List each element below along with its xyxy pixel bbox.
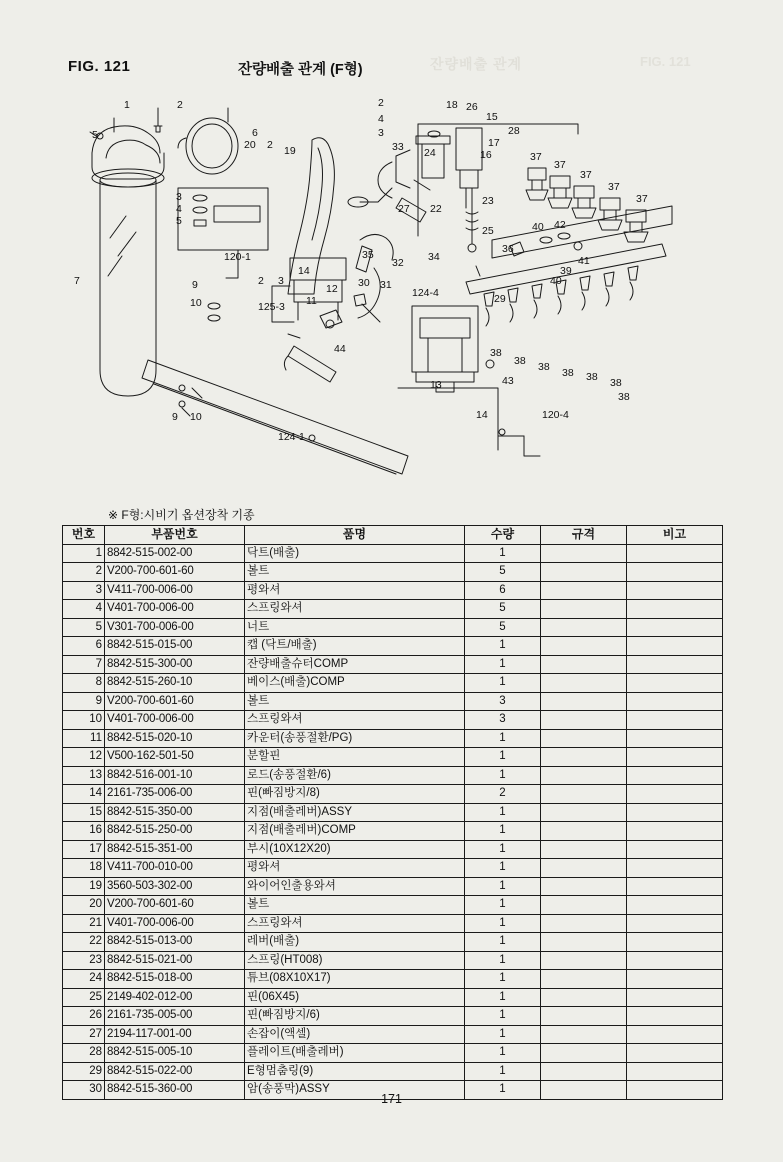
cell-no: 1 (63, 544, 105, 563)
cell-name: 분할핀 (245, 748, 465, 767)
svg-text:42: 42 (554, 219, 566, 231)
svg-text:3: 3 (176, 191, 182, 203)
cell-rem (627, 859, 723, 878)
cell-no: 23 (63, 951, 105, 970)
cell-spec (541, 914, 627, 933)
svg-text:38: 38 (562, 367, 574, 379)
table-row (63, 785, 723, 804)
cell-rem (627, 1025, 723, 1044)
cell-part: 2161-735-006-00 (105, 785, 245, 804)
cell-spec (541, 785, 627, 804)
cell-no: 21 (63, 914, 105, 933)
cell-name: 너트 (245, 618, 465, 637)
cell-part: 8842-515-260-10 (105, 674, 245, 693)
svg-text:13: 13 (430, 379, 442, 391)
cell-name: 평와셔 (245, 581, 465, 600)
table-row (63, 766, 723, 785)
cell-name: E형멈춤링(9) (245, 1062, 465, 1081)
cell-qty: 2 (465, 785, 541, 804)
cell-rem (627, 544, 723, 563)
page-title: 잔량배출 관계 (F형) (238, 62, 363, 78)
cell-part: 8842-515-015-00 (105, 637, 245, 656)
cell-spec (541, 618, 627, 637)
cell-part: 8842-515-005-10 (105, 1044, 245, 1063)
cell-name: 튜브(08X10X17) (245, 970, 465, 989)
svg-text:125-3: 125-3 (258, 301, 285, 313)
table-row (63, 803, 723, 822)
cell-name: 카운터(송풍절환/PG) (245, 729, 465, 748)
cell-name: 닥트(배출) (245, 544, 465, 563)
cell-no: 2 (63, 563, 105, 582)
cell-no: 18 (63, 859, 105, 878)
table-row (63, 581, 723, 600)
cell-no: 30 (63, 1081, 105, 1100)
cell-spec (541, 988, 627, 1007)
svg-text:124-1: 124-1 (278, 431, 305, 443)
cell-qty: 5 (465, 563, 541, 582)
cell-no: 14 (63, 785, 105, 804)
col-header-name: 품명 (245, 526, 465, 545)
cell-rem (627, 581, 723, 600)
cell-qty: 1 (465, 933, 541, 952)
cell-name: 평와셔 (245, 859, 465, 878)
cell-part: 8842-515-013-00 (105, 933, 245, 952)
svg-text:37: 37 (636, 193, 648, 205)
table-row (63, 748, 723, 767)
cell-qty: 1 (465, 914, 541, 933)
cell-qty: 1 (465, 637, 541, 656)
table-row (63, 822, 723, 841)
svg-text:120-4: 120-4 (542, 409, 569, 421)
cell-qty: 1 (465, 803, 541, 822)
cell-part: V401-700-006-00 (105, 914, 245, 933)
cell-name: 레버(배출) (245, 933, 465, 952)
col-header-spec: 규격 (541, 526, 627, 545)
page-number: 171 (381, 1092, 402, 1106)
cell-name: 지점(배출레버)COMP (245, 822, 465, 841)
svg-text:40: 40 (532, 221, 544, 233)
cell-rem (627, 877, 723, 896)
svg-text:30: 30 (358, 277, 370, 289)
table-row (63, 692, 723, 711)
svg-text:1: 1 (124, 99, 130, 111)
cell-rem (627, 729, 723, 748)
cell-spec (541, 544, 627, 563)
svg-text:23: 23 (482, 195, 494, 207)
svg-text:26: 26 (466, 101, 478, 113)
cell-no: 11 (63, 729, 105, 748)
cell-name: 베이스(배출)COMP (245, 674, 465, 693)
cell-rem (627, 692, 723, 711)
svg-text:10: 10 (190, 411, 202, 423)
svg-text:19: 19 (284, 145, 296, 157)
cell-spec (541, 859, 627, 878)
cell-no: 22 (63, 933, 105, 952)
cell-name: 핀(빠짐방지/6) (245, 1007, 465, 1026)
svg-text:33: 33 (392, 141, 404, 153)
cell-name: 핀(06X45) (245, 988, 465, 1007)
parts-table-body (63, 544, 723, 1099)
cell-no: 5 (63, 618, 105, 637)
cell-spec (541, 711, 627, 730)
cell-spec (541, 1007, 627, 1026)
cell-qty: 3 (465, 692, 541, 711)
cell-part: V401-700-006-00 (105, 600, 245, 619)
cell-qty: 1 (465, 951, 541, 970)
cell-part: 2149-402-012-00 (105, 988, 245, 1007)
svg-text:32: 32 (392, 257, 404, 269)
cell-rem (627, 1062, 723, 1081)
cell-spec (541, 803, 627, 822)
cell-no: 7 (63, 655, 105, 674)
table-row (63, 637, 723, 656)
parts-table-container (62, 525, 722, 1100)
ghost-figlabel-bleed: FIG. 121 (640, 54, 691, 69)
svg-text:4: 4 (378, 113, 384, 125)
cell-name: 잔량배출슈터COMP (245, 655, 465, 674)
table-row (63, 914, 723, 933)
table-row (63, 1007, 723, 1026)
svg-text:2: 2 (378, 97, 384, 109)
cell-name: 스프링와셔 (245, 914, 465, 933)
table-row (63, 877, 723, 896)
svg-text:5: 5 (92, 129, 98, 141)
exploded-parts-diagram (62, 88, 722, 498)
cell-qty: 1 (465, 766, 541, 785)
cell-spec (541, 951, 627, 970)
cell-name: 로드(송풍절환/6) (245, 766, 465, 785)
cell-spec (541, 1062, 627, 1081)
svg-text:24: 24 (424, 147, 436, 159)
cell-qty: 1 (465, 1025, 541, 1044)
svg-text:41: 41 (578, 255, 590, 267)
cell-part: V200-700-601-60 (105, 563, 245, 582)
table-row (63, 1062, 723, 1081)
cell-spec (541, 1044, 627, 1063)
cell-no: 4 (63, 600, 105, 619)
cell-rem (627, 618, 723, 637)
cell-part: V200-700-601-60 (105, 692, 245, 711)
svg-text:2: 2 (177, 99, 183, 111)
parts-table (62, 525, 723, 1100)
cell-part: 8842-515-020-10 (105, 729, 245, 748)
cell-rem (627, 803, 723, 822)
table-row (63, 933, 723, 952)
table-row (63, 711, 723, 730)
cell-part: 8842-515-350-00 (105, 803, 245, 822)
cell-no: 29 (63, 1062, 105, 1081)
cell-name: 스프링(HT008) (245, 951, 465, 970)
svg-text:38: 38 (586, 371, 598, 383)
svg-text:37: 37 (580, 169, 592, 181)
svg-text:16: 16 (480, 149, 492, 161)
figure-label: FIG. 121 (68, 58, 131, 75)
svg-text:37: 37 (608, 181, 620, 193)
cell-qty: 1 (465, 1062, 541, 1081)
table-row (63, 729, 723, 748)
svg-text:35: 35 (362, 249, 374, 261)
option-note: ※ F형:시비기 옵션장착 기종 (108, 508, 255, 522)
cell-spec (541, 933, 627, 952)
cell-part: V301-700-006-00 (105, 618, 245, 637)
cell-no: 13 (63, 766, 105, 785)
cell-spec (541, 563, 627, 582)
svg-text:9: 9 (172, 411, 178, 423)
svg-text:2: 2 (258, 275, 264, 287)
svg-text:28: 28 (508, 125, 520, 137)
cell-part: 2194-117-001-00 (105, 1025, 245, 1044)
cell-no: 10 (63, 711, 105, 730)
cell-rem (627, 914, 723, 933)
svg-text:6: 6 (252, 127, 258, 139)
svg-text:120-1: 120-1 (224, 251, 251, 263)
cell-part: 8842-515-002-00 (105, 544, 245, 563)
cell-spec (541, 970, 627, 989)
svg-text:2: 2 (267, 139, 273, 151)
cell-spec (541, 637, 627, 656)
table-row (63, 951, 723, 970)
cell-no: 3 (63, 581, 105, 600)
cell-qty: 6 (465, 581, 541, 600)
cell-no: 15 (63, 803, 105, 822)
cell-name: 지점(배출레버)ASSY (245, 803, 465, 822)
ghost-title-bleed: 잔량배출 관계 (430, 56, 523, 72)
cell-rem (627, 674, 723, 693)
cell-part: 3560-503-302-00 (105, 877, 245, 896)
cell-part: V411-700-006-00 (105, 581, 245, 600)
cell-no: 26 (63, 1007, 105, 1026)
svg-text:36: 36 (502, 243, 514, 255)
svg-text:14: 14 (476, 409, 488, 421)
cell-name: 스프링와셔 (245, 600, 465, 619)
cell-part: V401-700-006-00 (105, 711, 245, 730)
cell-no: 8 (63, 674, 105, 693)
cell-part: V411-700-010-00 (105, 859, 245, 878)
cell-part: 8842-515-018-00 (105, 970, 245, 989)
svg-text:17: 17 (488, 137, 500, 149)
cell-rem (627, 600, 723, 619)
table-header-row (63, 526, 723, 545)
cell-spec (541, 766, 627, 785)
svg-text:20: 20 (244, 139, 256, 151)
cell-no: 24 (63, 970, 105, 989)
svg-text:38: 38 (618, 391, 630, 403)
svg-text:37: 37 (530, 151, 542, 163)
cell-no: 16 (63, 822, 105, 841)
cell-spec (541, 674, 627, 693)
cell-part: 8842-515-360-00 (105, 1081, 245, 1100)
table-row (63, 618, 723, 637)
cell-rem (627, 951, 723, 970)
svg-text:40: 40 (550, 275, 562, 287)
cell-qty: 1 (465, 1007, 541, 1026)
cell-no: 6 (63, 637, 105, 656)
cell-name: 볼트 (245, 563, 465, 582)
svg-text:38: 38 (514, 355, 526, 367)
cell-rem (627, 766, 723, 785)
col-header-qty: 수량 (465, 526, 541, 545)
cell-qty: 1 (465, 674, 541, 693)
cell-qty: 1 (465, 729, 541, 748)
cell-part: 2161-735-005-00 (105, 1007, 245, 1026)
svg-text:15: 15 (486, 111, 498, 123)
cell-qty: 3 (465, 711, 541, 730)
table-row (63, 896, 723, 915)
cell-qty: 5 (465, 618, 541, 637)
cell-no: 25 (63, 988, 105, 1007)
cell-qty: 1 (465, 1081, 541, 1100)
cell-qty: 1 (465, 970, 541, 989)
svg-text:31: 31 (380, 279, 392, 291)
cell-qty: 1 (465, 988, 541, 1007)
cell-part: V500-162-501-50 (105, 748, 245, 767)
cell-rem (627, 563, 723, 582)
cell-spec (541, 877, 627, 896)
cell-spec (541, 581, 627, 600)
svg-text:3: 3 (278, 275, 284, 287)
table-row (63, 970, 723, 989)
table-row (63, 655, 723, 674)
table-row (63, 674, 723, 693)
svg-text:22: 22 (430, 203, 442, 215)
cell-spec (541, 822, 627, 841)
svg-text:4: 4 (176, 203, 182, 215)
cell-qty: 5 (465, 600, 541, 619)
table-row (63, 859, 723, 878)
cell-name: 볼트 (245, 692, 465, 711)
cell-qty: 1 (465, 1044, 541, 1063)
table-row (63, 988, 723, 1007)
cell-spec (541, 600, 627, 619)
cell-part: 8842-515-022-00 (105, 1062, 245, 1081)
cell-rem (627, 785, 723, 804)
cell-no: 20 (63, 896, 105, 915)
cell-rem (627, 1044, 723, 1063)
cell-name: 부시(10X12X20) (245, 840, 465, 859)
table-row (63, 563, 723, 582)
svg-text:39: 39 (560, 265, 572, 277)
cell-part: 8842-516-001-10 (105, 766, 245, 785)
cell-no: 17 (63, 840, 105, 859)
cell-qty: 1 (465, 896, 541, 915)
svg-text:38: 38 (538, 361, 550, 373)
cell-qty: 1 (465, 859, 541, 878)
cell-spec (541, 1025, 627, 1044)
cell-qty: 1 (465, 655, 541, 674)
cell-rem (627, 1007, 723, 1026)
svg-text:124-4: 124-4 (412, 287, 439, 299)
cell-name: 와이어인출용와셔 (245, 877, 465, 896)
cell-part: 8842-515-250-00 (105, 822, 245, 841)
cell-no: 9 (63, 692, 105, 711)
cell-rem (627, 637, 723, 656)
cell-spec (541, 692, 627, 711)
svg-text:44: 44 (334, 343, 346, 355)
svg-text:25: 25 (482, 225, 494, 237)
cell-name: 볼트 (245, 896, 465, 915)
cell-part: 8842-515-351-00 (105, 840, 245, 859)
cell-rem (627, 711, 723, 730)
svg-text:43: 43 (502, 375, 514, 387)
cell-qty: 1 (465, 822, 541, 841)
cell-rem (627, 970, 723, 989)
cell-no: 12 (63, 748, 105, 767)
table-row (63, 544, 723, 563)
cell-name: 손잡이(액셀) (245, 1025, 465, 1044)
col-header-no: 번호 (63, 526, 105, 545)
svg-text:10: 10 (190, 297, 202, 309)
svg-text:7: 7 (74, 275, 80, 287)
svg-text:14: 14 (298, 265, 310, 277)
svg-text:9: 9 (192, 279, 198, 291)
svg-text:38: 38 (610, 377, 622, 389)
table-row (63, 600, 723, 619)
cell-spec (541, 729, 627, 748)
cell-rem (627, 840, 723, 859)
cell-name: 암(송풍막)ASSY (245, 1081, 465, 1100)
svg-text:5: 5 (176, 215, 182, 227)
cell-qty: 1 (465, 840, 541, 859)
cell-part: V200-700-601-60 (105, 896, 245, 915)
svg-text:18: 18 (446, 99, 458, 111)
cell-no: 19 (63, 877, 105, 896)
svg-text:3: 3 (378, 127, 384, 139)
svg-text:12: 12 (326, 283, 338, 295)
table-row (63, 840, 723, 859)
cell-no: 28 (63, 1044, 105, 1063)
cell-rem (627, 988, 723, 1007)
cell-rem (627, 822, 723, 841)
cell-name: 플레이트(배출레버) (245, 1044, 465, 1063)
cell-rem (627, 896, 723, 915)
col-header-rem: 비고 (627, 526, 723, 545)
cell-rem (627, 748, 723, 767)
svg-text:38: 38 (490, 347, 502, 359)
svg-text:11: 11 (306, 295, 317, 307)
cell-rem (627, 655, 723, 674)
cell-qty: 1 (465, 877, 541, 896)
cell-qty: 1 (465, 748, 541, 767)
cell-name: 스프링와셔 (245, 711, 465, 730)
svg-text:29: 29 (494, 293, 506, 305)
cell-rem (627, 933, 723, 952)
cell-spec (541, 896, 627, 915)
cell-spec (541, 840, 627, 859)
cell-spec (541, 655, 627, 674)
cell-name: 캡 (닥트/배출) (245, 637, 465, 656)
table-row (63, 1044, 723, 1063)
table-row (63, 1025, 723, 1044)
cell-qty: 1 (465, 544, 541, 563)
cell-part: 8842-515-021-00 (105, 951, 245, 970)
cell-part: 8842-515-300-00 (105, 655, 245, 674)
svg-text:34: 34 (428, 251, 440, 263)
cell-no: 27 (63, 1025, 105, 1044)
cell-spec (541, 748, 627, 767)
svg-text:37: 37 (554, 159, 566, 171)
svg-text:27: 27 (398, 203, 410, 215)
cell-name: 핀(빠짐방지/8) (245, 785, 465, 804)
col-header-part: 부품번호 (105, 526, 245, 545)
